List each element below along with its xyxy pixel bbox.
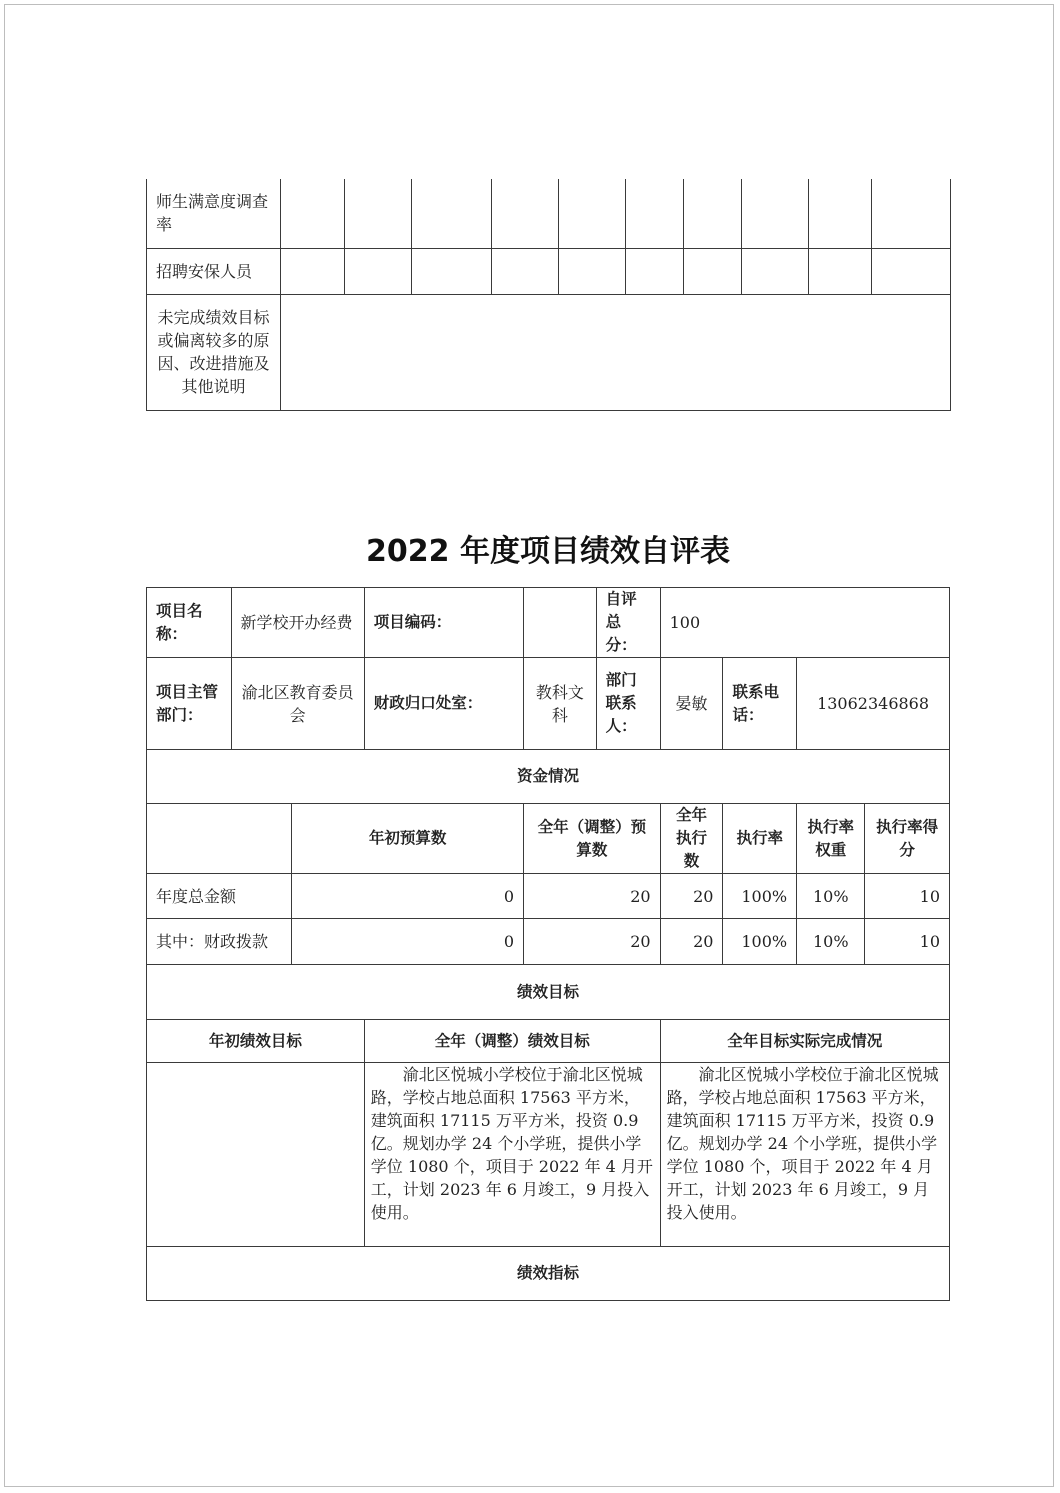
indicator-cell (281, 248, 345, 294)
indicator-cell (684, 179, 742, 248)
phone-value: 13062346868 (797, 658, 950, 750)
funds-cell: 10 (865, 919, 950, 965)
indicator-cell (809, 248, 872, 294)
section-header-row (147, 1247, 950, 1301)
project-name-value: 新学校开办经费 (231, 588, 364, 658)
indicator-continuation-table (146, 179, 951, 411)
actual-completion-text: 渝北区悦城小学校位于渝北区悦城路，学校占地总面积 17563 平方米，建筑面积 17115 万平方米，投资 0.9 亿。规划办学 24 个小学班，提供小学学位 1080 个，项目于 2022 年 4 月开工，计划 2023 年 6 月竣工，9 月投入使用。 (660, 1063, 949, 1247)
indicator-cell (345, 248, 412, 294)
contact-value: 晏敏 (660, 658, 723, 750)
evaluation-table (146, 587, 950, 1301)
funds-cell: 20 (524, 919, 661, 965)
section-header-row (147, 965, 950, 1020)
funds-cell: 10% (797, 919, 865, 965)
initial-goal-text (147, 1063, 365, 1247)
indicator-cell (626, 179, 684, 248)
adjusted-goal-text: 渝北区悦城小学校位于渝北区悦城路，学校占地总面积 17563 平方米，建筑面积 17115 万平方米，投资 0.9 亿。规划办学 24 个小学班，提供小学学位 1080 个，项目于 2022 年 4 月开工，计划 2023 年 6 月竣工，9 月投入使用。 (364, 1063, 660, 1247)
project-info-row (147, 588, 950, 658)
goals-section-title: 绩效目标 (147, 965, 950, 1020)
indicator-cell (281, 179, 345, 248)
score-value: 100 (660, 588, 949, 658)
funds-header: 全年执行数 (660, 804, 723, 874)
funds-row-label: 其中：财政拨款 (147, 919, 292, 965)
project-name-label: 项目名称： (147, 588, 232, 658)
indicator-cell (626, 248, 684, 294)
indicator-cell (412, 179, 492, 248)
table-row (147, 248, 951, 294)
goals-header-row (147, 1020, 950, 1063)
indicator-cell (492, 248, 559, 294)
funds-header: 年初预算数 (292, 804, 524, 874)
indicator-cell (684, 248, 742, 294)
funds-header: 全年（调整）预算数 (524, 804, 661, 874)
indicator-label: 招聘安保人员 (147, 248, 281, 294)
funds-row-label: 年度总金额 (147, 874, 292, 919)
project-code-value (524, 588, 597, 658)
indicator-cell (492, 179, 559, 248)
funds-cell: 0 (292, 874, 524, 919)
funds-header: 执行率 (723, 804, 797, 874)
notes-label: 未完成绩效目标或偏离较多的原因、改进措施及其他说明 (147, 294, 281, 410)
dept-value: 渝北区教育委员会 (231, 658, 364, 750)
goals-header: 全年目标实际完成情况 (660, 1020, 949, 1063)
indicator-label: 师生满意度调查率 (147, 179, 281, 248)
funds-header: 执行率得分 (865, 804, 950, 874)
funds-cell: 100% (723, 919, 797, 965)
table-row (147, 874, 950, 919)
table-row (147, 294, 951, 410)
goals-content-row (147, 1063, 950, 1247)
goals-header: 年初绩效目标 (147, 1020, 365, 1063)
funds-header: 执行率权重 (797, 804, 865, 874)
table-row (147, 919, 950, 965)
funds-section-title: 资金情况 (147, 750, 950, 804)
indicator-cell (872, 248, 951, 294)
indicator-cell (412, 248, 492, 294)
funds-cell: 20 (660, 919, 723, 965)
indicator-cell (742, 179, 809, 248)
notes-value (281, 294, 951, 410)
indicator-cell (559, 248, 626, 294)
score-label: 自评总分： (596, 588, 660, 658)
indicators-section-title: 绩效指标 (147, 1247, 950, 1301)
indicator-cell (345, 179, 412, 248)
finance-office-value: 教科文科 (524, 658, 597, 750)
funds-cell: 10 (865, 874, 950, 919)
indicator-cell (742, 248, 809, 294)
goals-header: 全年（调整）绩效目标 (364, 1020, 660, 1063)
funds-cell: 100% (723, 874, 797, 919)
phone-label: 联系电话： (723, 658, 797, 750)
table-row (147, 179, 951, 248)
dept-label: 项目主管部门： (147, 658, 232, 750)
project-code-label: 项目编码： (364, 588, 523, 658)
page-title: 2022 年度项目绩效自评表 (366, 534, 730, 569)
funds-cell: 20 (524, 874, 661, 919)
indicator-cell (809, 179, 872, 248)
funds-cell: 10% (797, 874, 865, 919)
contact-label: 部门联系人： (596, 658, 660, 750)
department-info-row (147, 658, 950, 750)
funds-header-blank (147, 804, 292, 874)
funds-cell: 20 (660, 874, 723, 919)
section-header-row (147, 750, 950, 804)
funds-cell: 0 (292, 919, 524, 965)
indicator-cell (872, 179, 951, 248)
indicator-cell (559, 179, 626, 248)
funds-header-row (147, 804, 950, 874)
finance-office-label: 财政归口处室： (364, 658, 523, 750)
